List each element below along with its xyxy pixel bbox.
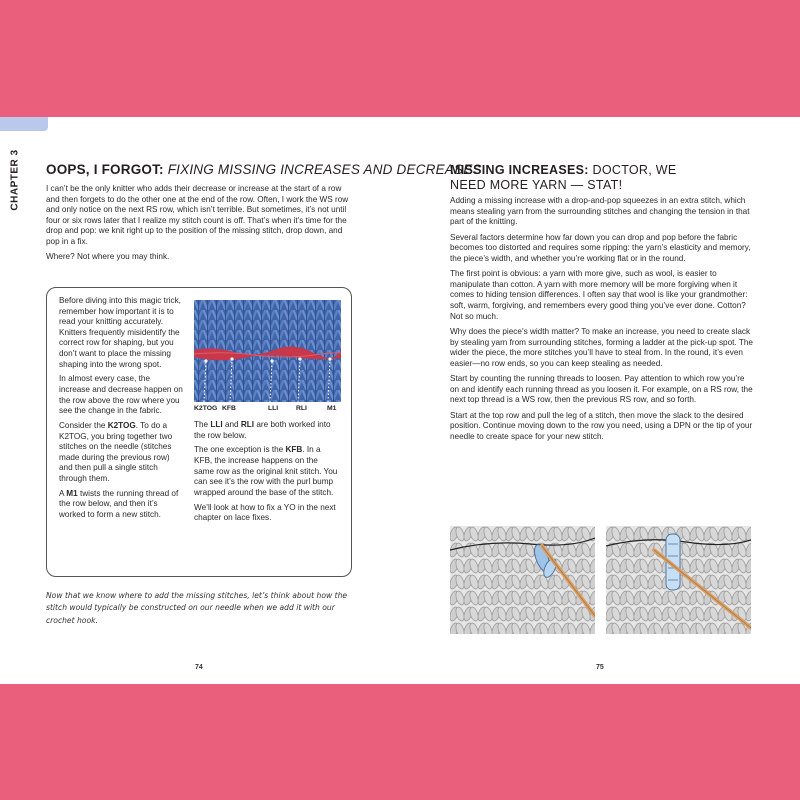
label-lli: LLI [268,405,279,412]
knitting-illustration-right [606,526,751,634]
label-rli: RLI [296,405,307,412]
left-intro-text [46,184,351,267]
body-paragraph: Several factors determine how far down you can drop and pop before the fabric becomes too distorted and requires some ripping: the yarn’s elasticity and memory, the piece’s width, and whether you’re working flat or in the round. [450,232,751,263]
body-paragraph: The first point is obvious: a yarn with more give, such as wool, is easier to manipulate than cotton. A yarn with more memory will be more forgiving when it comes to hiding tension differences. I often say that wool is like your grandmother: soft, warm, forgiving, and remembers every good thing you’ve ever done. Cotton? Not so much. [450,269,748,321]
callout-right-column [194,420,338,528]
knitting-swatch-photo [194,300,341,402]
right-page-title: MISSING INCREASES: DOCTOR, WE NEED MORE YARN — STAT! [450,163,677,192]
label-m1: M1 [327,405,337,412]
callout-paragraph: Consider the K2TOG. To do a K2TOG, you bring together two stitches on the needle (stitches made during the previous row) and then pull a single stitch through them. [59,420,173,483]
chapter-label: CHAPTER 3 [9,149,21,211]
page-number-right: 75 [596,664,604,671]
chapter-color-tab [0,117,48,131]
photo-caption-labels [194,405,344,415]
label-kfb: KFB [222,405,236,412]
bottom-background-band [0,684,800,800]
page-number-left: 74 [195,664,203,671]
callout-paragraph: In almost every case, the increase and decrease happen on the row above the row where you see the change in the fabric. [59,374,183,416]
handwritten-note: Now that we know where to add the missing stitches, let’s think about how the stitch would typically be constructed on our needle when we add it with our crochet hook. [46,591,348,625]
callout-paragraph: The LLI and RLI are both worked into the row below. [194,420,331,440]
top-background-band [0,0,800,117]
body-paragraph: Start at the top row and pull the leg of a stitch, then move the slack to the desired position. Continue moving down to the row you need, using a DPN or the tip of your needle to create space for your new stitch. [450,410,753,441]
right-page-body [450,196,755,447]
callout-paragraph: Before diving into this magic trick, remember how important it is to read your knitting accurately. Knitters frequently misidentify the correct row for shaping, but you don’t want to place the missing shaping into the wrong spot. [59,296,181,369]
callout-paragraph: We’ll look at how to fix a YO in the next chapter on lace fixes. [194,502,336,523]
body-paragraph: Adding a missing increase with a drop-and-pop squeezes in an extra stitch, which means stealing yarn from the surrounding stitches and changing the tension in that part of the knitting. [450,196,750,227]
body-paragraph: Why does the piece’s width matter? To make an increase, you need to create slack by stealing yarn from surrounding stitches, forming a ladder at the pick-up spot. The wider the piece, the more stitches you’ll have to steal from. In the round, it’s even easier—no row ends, so you can keep stealing as needed. [450,326,753,368]
callout-paragraph: A M1 twists the running thread of the row below, and then it’s worked to form a new stitch. [59,488,179,519]
intro-paragraph: I can’t be the only knitter who adds their decrease or increase at the start of a row and then forgets to do the other one at the end of the row. Often, I work the WS row and only notice on the next RS row, which isn’t terrible. But sometimes, it’s not until four or six rows later that I realize my stitch count is off. That’s when it’s time for the drop and pop: we knit right up to the position of the missing stitch, drop down, and pop in a fix. [46,184,349,246]
callout-paragraph: The one exception is the KFB. In a KFB, the increase happens on the same row as the original knit stitch. You can see it’s the row with the purl bump wrapped around the base of the stitch. [194,445,338,497]
callout-left-column [59,296,183,525]
body-paragraph: Start by counting the running threads to loosen. Pay attention to which row you’re on and identify each running thread as you loosen it. For example, on a RS row, the next top thread is a WS row, then the previous RS row, and so forth. [450,374,753,405]
intro-paragraph: Where? Not where you may think. [46,252,170,262]
left-page-title: OOPS, I FORGOT: FIXING MISSING INCREASES AND DECREASES [46,162,482,177]
label-k2tog: K2TOG [194,405,218,412]
knitting-illustration-left [450,526,595,634]
